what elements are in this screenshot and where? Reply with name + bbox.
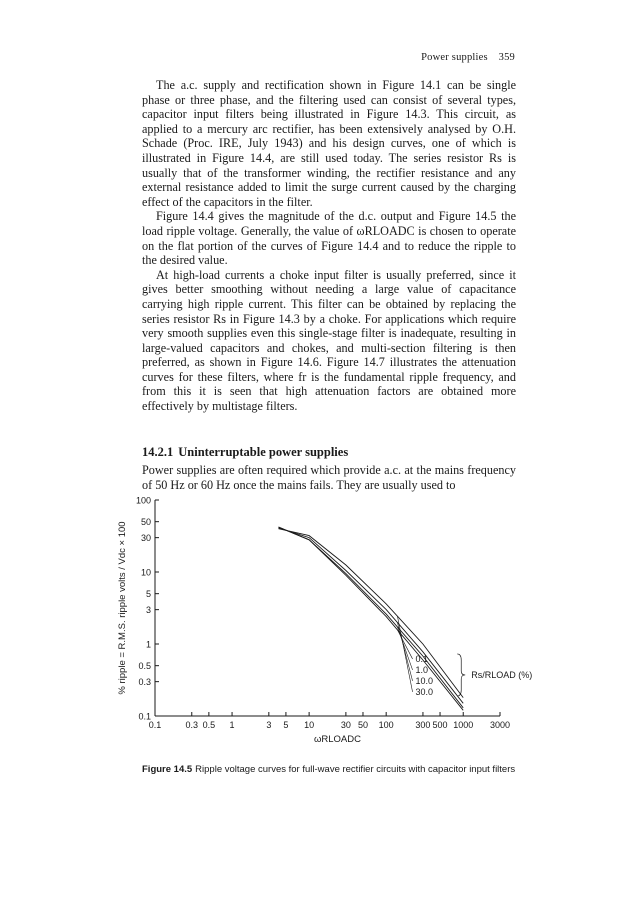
y-tick-label: 30 xyxy=(140,533,151,544)
x-tick-label: 1 xyxy=(229,720,235,730)
x-tick-label: 50 xyxy=(357,720,368,730)
series-line-10-0 xyxy=(279,528,464,703)
paragraph: Figure 14.4 gives the magnitude of the d.c. output and Figure 14.5 the load ripple voltage. Generally, the value of ωRLOADC is chosen to operate on the flat portion of the curves of Figure 14.4 and to reduce the ripple to the desired value. xyxy=(142,209,516,268)
series-label: 1.0 xyxy=(415,664,429,675)
x-axis-title: ωRLOADC xyxy=(313,734,362,745)
x-tick-label: 100 xyxy=(378,720,394,730)
y-tick-label: 100 xyxy=(135,495,151,506)
series-label: 0.1 xyxy=(415,653,429,664)
figure-caption xyxy=(142,764,515,775)
legend-title: Rs/RLOAD (%) xyxy=(471,669,533,680)
x-tick-label: 0.3 xyxy=(185,720,199,730)
y-tick-label: 0.3 xyxy=(138,677,151,688)
series-leader-line xyxy=(397,627,412,670)
x-tick-label: 0.1 xyxy=(148,720,162,730)
x-tick-label: 0.5 xyxy=(202,720,216,730)
y-tick-label: 1 xyxy=(145,639,151,650)
ripple-chart-svg xyxy=(95,488,535,758)
paragraph: The a.c. supply and rectification shown in Figure 14.1 can be single phase or three phase, and the filtering used can consist of several types, capacitor input filters being illustrated in Figure 14.3. This circuit, as applied to a mercury arc rectifier, has been extensively analysed by O.H. Schade (Proc. IRE, July 1943) and his design curves, one of which is illustrated in Figure 14.4, are still used today. The series resistor Rs is usually that of the transformer winding, the rectifier resistance and any external resistance added to limit the surge current caused by the charging effect of the capacitors in the filter. xyxy=(142,78,516,209)
x-tick-label: 5 xyxy=(283,720,289,730)
y-tick-label: 0.5 xyxy=(138,661,151,672)
x-tick-label: 3000 xyxy=(489,720,511,730)
y-tick-label: 10 xyxy=(140,567,151,578)
series-label: 30.0 xyxy=(415,686,434,697)
x-tick-label: 1000 xyxy=(453,720,474,730)
y-tick-label: 3 xyxy=(145,605,151,616)
x-tick-label: 300 xyxy=(415,720,431,730)
running-head xyxy=(421,52,515,63)
series-line-1-0 xyxy=(279,527,464,708)
x-tick-label: 3 xyxy=(266,720,272,730)
page-number: 359 xyxy=(498,52,515,63)
y-tick-label: 5 xyxy=(145,589,151,600)
paragraph: Power supplies are often required which provide a.c. at the mains frequency of 50 Hz or 60 Hz once the mains fails. They are usually used to xyxy=(142,463,516,492)
y-tick-label: 0.1 xyxy=(138,711,151,722)
paragraph: At high-load currents a choke input filter is usually preferred, since it gives better smoothing without needing a large value of capacitance carrying high ripple current. This filter can be obtained by replacing the series resistor Rs in Figure 14.3 by a choke. For applications which require very smooth supplies even this single-stage filter is inadequate, resulting in large-valued capacitors and chokes, and multi-section filtering is then preferred, as shown in Figure 14.6. Figure 14.7 illustrates the attenuation curves for these filters, where fr is the fundamental ripple frequency, and from this it is seen that high attenuation factors are obtained more effectively by multistage filters. xyxy=(142,267,516,414)
section-title: Uninterruptable power supplies xyxy=(178,445,349,459)
section-heading xyxy=(142,445,348,460)
running-head-title: Power supplies xyxy=(421,52,488,63)
body-text xyxy=(142,78,516,414)
series-label: 10.0 xyxy=(415,675,434,686)
x-tick-label: 30 xyxy=(340,720,351,730)
y-tick-label: 50 xyxy=(140,517,151,528)
x-tick-label: 10 xyxy=(304,720,315,730)
figure-caption-text: Ripple voltage curves for full-wave rectifier circuits with capacitor input filters xyxy=(195,764,516,775)
series-line-0-1 xyxy=(279,527,464,710)
section-number: 14.2.1 xyxy=(142,445,174,459)
y-axis-title: % ripple = R.M.S. ripple volts / Vdc × 100 xyxy=(117,521,128,695)
ripple-chart xyxy=(95,488,535,758)
legend-brace xyxy=(457,654,465,696)
figure-caption-label: Figure 14.5 xyxy=(142,764,193,775)
x-tick-label: 500 xyxy=(432,720,448,730)
